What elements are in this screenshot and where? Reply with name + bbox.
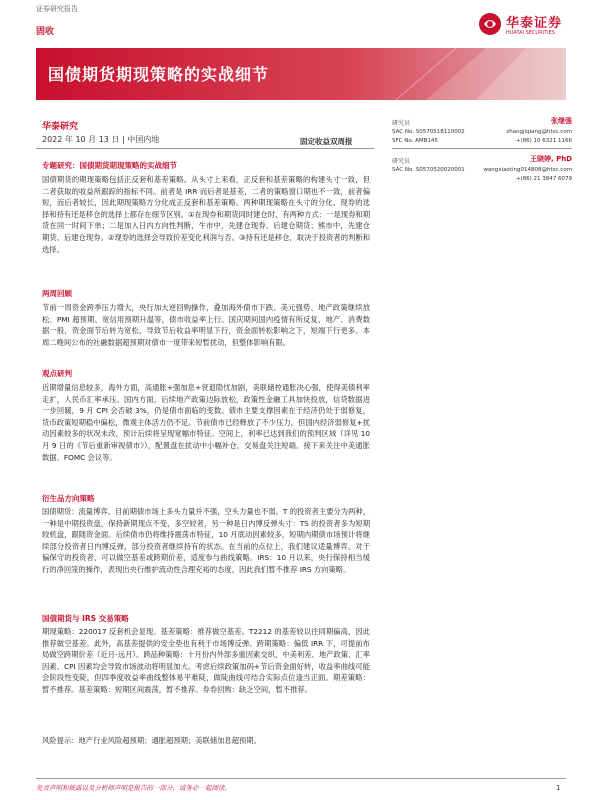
section-body-trading: 期现策略：220017 反套机会显现。基差策略：推荐做空基差。T2212 的基差较以往同期偏高，因此推荐做空基差。此外，高基差提供的安全垫也有利于市场博反弹。跨期策略：偏低 IRR 下，可提前布局做空跨期价差（近月-远月）。跨品种策略：十月份内外部多重因素交织，中美利差、地产政策、汇率因素、CPI 因素均会导致市场波动将明显加大。考虑后续政策加码+节后资金面好转，收益率曲线可能会阶段性变陡，但四季度收益率曲线整体易平难陡，做陡曲线可结合实际点位逢当正面。期差策略：暂不推荐。基差策略：短期区间震荡，暂不推荐。券券回购：缺乏空间，暂不推荐。 bbox=[42, 627, 370, 694]
section-title-outlook: 观点研判 bbox=[42, 369, 72, 378]
section-body-derivatives: 国债期货：流量博弈。目前期债市场上多头力量并不强，空头力量也不弱。T 的投资者主要分为两种，一种是中期投资盘，保持新期现点不变，多空较者，另一种是日内博反弹头寸：TS 的投资者多为短期较机盘，跟随资金面。后续债市仍将维持震荡市特征，10 月底动因素较多，短期内期债市场预计将继续部分投资者日内博反弹，部分投资者继续持有的状态。在当前的点位上，我们建议适量博弈。对于偏保守的投资者，可以做空基差或跨期价差，适度参与曲线策略。IRS：10 月以来，央行保持相当缓行的净回笼的操作，表现出央行维护流动性合理充裕的态度，因此我们暂不推荐 IRS 方向策略。 bbox=[42, 507, 370, 574]
risk-warning: 风险提示：地产行业风险超预期；通胀超预期；美联储加息超预期。 bbox=[42, 736, 261, 745]
institute-name: 华泰研究 bbox=[42, 122, 79, 132]
analyst-role: 研究员 bbox=[392, 158, 411, 165]
section-title-derivatives: 衍生品方向策略 bbox=[42, 494, 95, 503]
page-number: 1 bbox=[556, 784, 561, 792]
section-tag: 固收 bbox=[36, 27, 55, 37]
analyst-contact bbox=[392, 129, 572, 135]
analyst-card bbox=[392, 116, 572, 156]
analyst-name: 张继强 bbox=[551, 117, 572, 125]
analyst-contact bbox=[392, 167, 572, 173]
logo-english-name: HUATAI SECURITIES bbox=[506, 30, 555, 36]
report-date: 2022 年 10 月 13 日 | 中国内地 bbox=[42, 135, 160, 144]
footer-divider bbox=[36, 778, 566, 779]
logo-chinese-name: 华泰证券 bbox=[506, 16, 563, 31]
report-type: 固定收益双周报 bbox=[300, 137, 353, 146]
section-body-special: 国债期货的期现策略包括正反套和基差策略。从头寸上来看，正反套和基差策略的构建头寸一致，但二者获取的收益所跟踪的指标不同。前者是 IRR 而后者是基差，二者的策略窗口期也不一致，前者偏短，而后者较长，因此期现策略方分化成正反套和基差策略。两种期现策略在头寸的分化、现券的选择和持有还是移仓的选择上都存在细节区别。①在现券和期货同时建仓时，有两种方式：一是现券和期货在同一时间下单；二是加入日内方向性判断，牛市中，先建仓现券、后建仓期货；熊市中，先建仓期货、后建仓现券。②现券的选择会导致价差变化利润与否。③持有还是移仓，取决于投资者的判断和选择。 bbox=[42, 175, 370, 254]
analyst-sfc: SFC No. AMB145 bbox=[392, 138, 438, 144]
analyst-contact bbox=[392, 138, 572, 144]
footer-disclaimer: 免责声明和披露以及分析师声明是报告的一部分，请务必一起阅读。 bbox=[36, 784, 231, 792]
section-title-review: 两周回顾 bbox=[42, 289, 72, 298]
analyst-divider bbox=[392, 148, 572, 149]
title-banner bbox=[36, 48, 566, 100]
analyst-name: 王晓婷, PhD bbox=[529, 155, 572, 163]
section-title-special: 专题研究：国债期货期现策略的实战细节 bbox=[42, 161, 177, 170]
section-body-outlook: 近期增量信息较多，海外方面，高通胀+强加息+衰退隐忧加剧，美联储控通胀决心强，使得美债利率走扩，人民币汇率承压。国内方面，后续地产政策边际放松，政策性金融工具加快投放，信贷数据进一步回暖，9 月 CPI 会否破 3%，仍是债市面临的变数。债市主要支撑因素在于经济仍处于弱修复，货币政策短期稳中偏松，微观主体活力仍不足。节前债市已经释放了不少压力，但国内经济弱修复+扰动因素较多的状况未改，预计后续将呈现宽幅市特征。空间上，利率已达到我们的预判区域（详见 10 月 9 日的《节后重新审视债市》），配置盘在扰动中小幅补仓，交易盘关注短端。接下来关注中美通胀数据、FOMC 会议等。 bbox=[42, 383, 370, 462]
analyst-sac: SAC No. S0570518110002 bbox=[392, 129, 465, 135]
report-title: 国债期货期现策略的实战细节 bbox=[48, 65, 270, 84]
analyst-email[interactable]: wangxiaoting014808@htsc.com bbox=[483, 167, 572, 173]
huatai-logo-icon bbox=[478, 12, 502, 36]
analyst-phone: +(86) 21 3847 6079 bbox=[515, 176, 572, 182]
analyst-role: 研究员 bbox=[392, 120, 411, 127]
company-logo bbox=[478, 12, 578, 42]
top-label: 证券研究报告 bbox=[36, 5, 78, 13]
analyst-email[interactable]: zhangjiqiang@htsc.com bbox=[506, 129, 572, 135]
divider bbox=[36, 148, 374, 149]
banner-decoration bbox=[366, 48, 566, 100]
analyst-card bbox=[392, 154, 572, 194]
section-body-review: 节前一周资金跨季压力增大，央行加大逆回购操作，叠加海外债市下跌、美元强势、地产政策继续放松、PMI 超预期、宽信用预期升温等，债市收益率上行。国庆期间国内疫情有所反复，地产、消费数据一般，资金面节后转为宽松，导致节后收益率明显下行，资金面转松影响之下，短端下行更多。本周二晚间公布的社融数据超预期对债市一度带来短暂扰动，但整体影响有限。 bbox=[42, 303, 370, 347]
analyst-sac: SAC No. S0570520020001 bbox=[392, 167, 465, 173]
analyst-phone: +(86) 10 6321 1166 bbox=[515, 138, 572, 144]
section-title-trading: 国债期货与 IRS 交易策略 bbox=[42, 614, 129, 623]
